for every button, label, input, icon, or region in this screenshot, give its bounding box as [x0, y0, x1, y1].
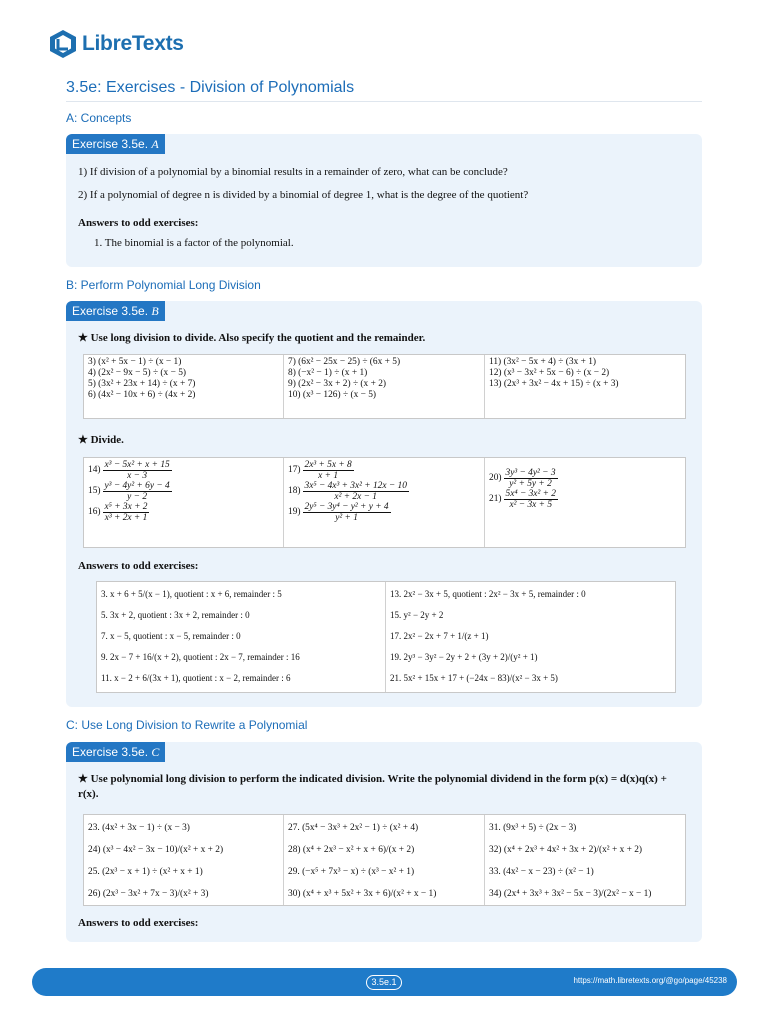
grid-b1-col-3 — [485, 355, 685, 418]
problem-item: 32) (x⁴ + 2x³ + 4x² + 3x + 2)/(x² + x + 2) — [489, 845, 643, 855]
section-a-heading[interactable]: A: Concepts — [66, 111, 132, 125]
answer-item: 15. y² − 2y + 2 — [390, 610, 444, 620]
division-item: 16) $\frac{\text{x⁵ + 3x + 2}}{\text{x³ + 2x + 1}}$ — [88, 502, 148, 523]
problem-item: 34) (2x⁴ + 3x³ + 3x² − 5x − 3)/(2x² − x − 1) — [489, 889, 652, 899]
problem-grid-c — [83, 814, 686, 906]
problem-item: 25. (2x³ − x + 1) ÷ (x² + x + 1) — [88, 867, 203, 877]
division-item: 20) $\frac{\text{3y³ − 4y² − 3}}{\text{y² + 5y + 2}}$ — [489, 468, 556, 489]
section-b-heading[interactable]: B: Perform Polynomial Long Division — [66, 278, 261, 292]
page-url[interactable]: https://math.libretexts.org/@go/page/45238 — [573, 976, 727, 985]
exercise-a-tag: Exercise 3.5e. A — [66, 134, 165, 154]
grid-b2-col-1 — [84, 458, 284, 547]
section-c-heading[interactable]: C: Use Long Division to Rewrite a Polynomial — [66, 718, 308, 732]
problem-item: 6) (4x² − 10x + 6) ÷ (4x + 2) — [88, 390, 196, 400]
exercise-c-box — [66, 742, 702, 942]
problem-item: 13) (2x³ + 3x² − 4x + 15) ÷ (x + 3) — [489, 379, 619, 389]
grid-b1-col-2 — [284, 355, 485, 418]
problem-grid-b1 — [83, 354, 686, 419]
answer-item: 17. 2x² − 2x + 7 + 1/(z + 1) — [390, 631, 489, 641]
answers-heading-c: Answers to odd exercises: — [78, 917, 199, 929]
answers-heading-b: Answers to odd exercises: — [78, 560, 199, 572]
problem-item: 23. (4x² + 3x − 1) ÷ (x − 3) — [88, 823, 190, 833]
title-divider — [66, 101, 702, 102]
answer-item: 13. 2x² − 3x + 5, quotient : 2x² − 3x + 5, remainder : 0 — [390, 589, 586, 599]
exercise-a-box — [66, 134, 702, 267]
division-item: 18) $\frac{\text{3x⁵ − 4x³ + 3x² + 12x − 10}}{\text{x² + 2x − 1}}$ — [288, 481, 407, 502]
question-2: 2) If a polynomial of degree n is divided by a binomial of degree 1, what is the degree of the quotient? — [78, 189, 529, 201]
division-item: 15) $\frac{\text{y³ − 4y² + 6y − 4}}{y - 2}$ — [88, 481, 170, 502]
problem-item: 9) (2x² − 3x + 2) ÷ (x + 2) — [288, 379, 387, 389]
problem-item: 4) (2x² − 9x − 5) ÷ (x − 5) — [88, 368, 187, 378]
exercise-c-tag: Exercise 3.5e. C — [66, 742, 165, 762]
problem-item: 8) (−x² − 1) ÷ (x + 1) — [288, 368, 368, 378]
exercise-b-tag: Exercise 3.5e. B — [66, 301, 165, 321]
answer-item: 3. x + 6 + 5/(x − 1), quotient : x + 6, remainder : 5 — [101, 589, 282, 599]
problem-item: 7) (6x² − 25x − 25) ÷ (6x + 5) — [288, 357, 401, 367]
logo-text: LibreTexts — [82, 32, 184, 55]
grid-c-col-1 — [84, 815, 284, 905]
instruction-c: ★ Use polynomial long division to perform the indicated division. Write the polynomial dividend in the form p(x) = d(x)q(x) + r(x). — [78, 773, 667, 800]
division-item: 19) $\frac{\text{2y⁵ − 3y⁴ − y² + y + 4}}{\text{y² + 1}}$ — [288, 502, 389, 523]
division-item: 21) $\frac{\text{5x⁴ − 3x² + 2}}{\text{x² − 3x + 5}}$ — [489, 489, 556, 510]
grid-c-col-3 — [485, 815, 685, 905]
answer-item: 7. x − 5, quotient : x − 5, remainder : 0 — [101, 631, 241, 641]
problem-item: 3) (x² + 5x − 1) ÷ (x − 1) — [88, 357, 182, 367]
answer-col-right — [386, 582, 675, 692]
answer-item: 11. x − 2 + 6/(3x + 1), quotient : x − 2, remainder : 6 — [101, 673, 291, 683]
problem-item: 5) (3x² + 23x + 14) ÷ (x + 7) — [88, 379, 196, 389]
problem-grid-b2 — [83, 457, 686, 548]
grid-c-col-2 — [284, 815, 485, 905]
answer-item: 19. 2y³ − 3y² − 2y + 2 + (3y + 2)/(y² + 1) — [390, 652, 538, 662]
answers-heading-a: Answers to odd exercises: — [78, 217, 199, 229]
instruction-b: ★ Use long division to divide. Also specify the quotient and the remainder. — [78, 332, 426, 344]
grid-b1-col-1 — [84, 355, 284, 418]
problem-item: 27. (5x⁴ − 3x³ + 2x² − 1) ÷ (x² + 4) — [288, 823, 419, 833]
page-number: 3.5e.1 — [366, 975, 402, 990]
grid-b2-col-2 — [284, 458, 485, 547]
grid-b2-col-3 — [485, 458, 685, 547]
division-item: 17) $\frac{\text{2x³ + 5x + 8}}{x + 1}$ — [288, 460, 352, 481]
divide-heading: ★ Divide. — [78, 434, 124, 446]
problem-item: 33. (4x² − x − 23) ÷ (x² − 1) — [489, 867, 594, 877]
answer-col-left — [97, 582, 386, 692]
answer-item: 21. 5x² + 15x + 17 + (−24x − 83)/(x² − 3x + 5) — [390, 673, 558, 683]
answer-grid-b — [96, 581, 676, 693]
answer-1: 1. The binomial is a factor of the polynomial. — [94, 237, 294, 249]
answer-item: 5. 3x + 2, quotient : 3x + 2, remainder : 0 — [101, 610, 250, 620]
problem-item: 30) (x⁴ + x³ + 5x² + 3x + 6)/(x² + x − 1) — [288, 889, 437, 899]
problem-item: 28) (x⁴ + 2x³ − x² + x + 6)/(x + 2) — [288, 845, 415, 855]
problem-item: 24) (x³ − 4x² − 3x − 10)/(x² + x + 2) — [88, 845, 224, 855]
problem-item: 26) (2x³ − 3x² + 7x − 3)/(x² + 3) — [88, 889, 209, 899]
problem-item: 12) (x³ − 3x² + 5x − 6) ÷ (x − 2) — [489, 368, 610, 378]
division-item: 14) $\frac{\text{x³ − 5x² + x + 15}}{x - 3}$ — [88, 460, 170, 481]
exercise-b-box — [66, 301, 702, 707]
page-title: 3.5e: Exercises - Division of Polynomials — [66, 79, 355, 96]
problem-item: 29. (−x⁵ + 7x³ − x) ÷ (x³ − x² + 1) — [288, 867, 415, 877]
libretexts-logo-icon — [48, 29, 78, 59]
answer-item: 9. 2x − 7 + 16/(x + 2), quotient : 2x − 7, remainder : 16 — [101, 652, 300, 662]
page-footer — [32, 968, 737, 996]
problem-item: 11) (3x² − 5x + 4) ÷ (3x + 1) — [489, 357, 597, 367]
logo[interactable] — [48, 26, 184, 62]
problem-item: 10) (x³ − 126) ÷ (x − 5) — [288, 390, 377, 400]
problem-item: 31. (9x³ + 5) ÷ (2x − 3) — [489, 823, 577, 833]
question-1: 1) If division of a polynomial by a binomial results in a remainder of zero, what can be conclude? — [78, 166, 508, 178]
